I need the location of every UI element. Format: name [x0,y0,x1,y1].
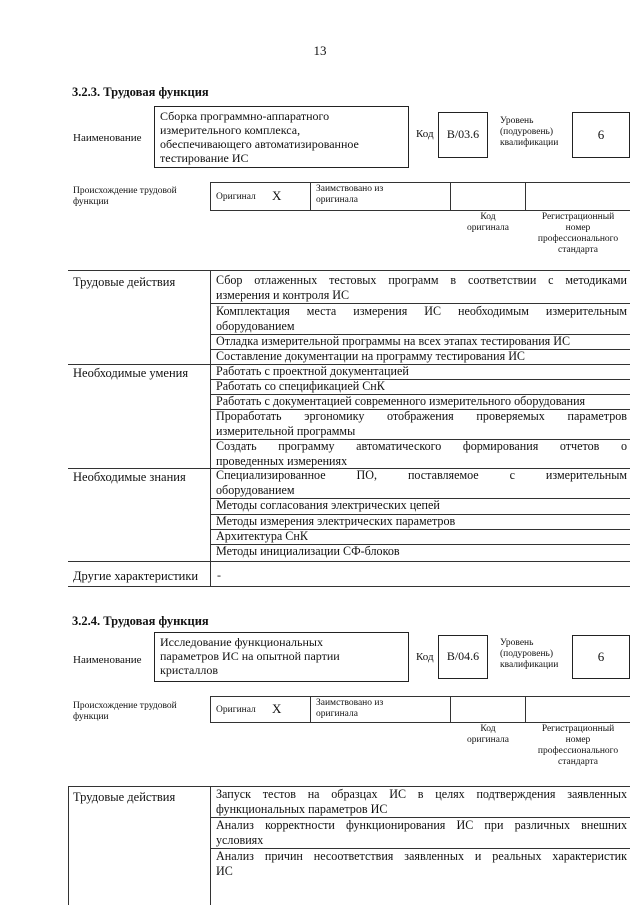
level-value-box: 6 [572,112,630,158]
action-item: Комплектация места измерения ИС необходимым измерительным оборудованием [216,304,627,333]
kod-value-box: В/04.6 [438,635,488,679]
level-value-box: 6 [572,635,630,679]
original-mark: X [272,188,282,203]
other-value: - [217,568,221,582]
code-original-label: Код оригинала [467,724,509,745]
borrowed-label: Заимствовано из оригинала [316,184,384,205]
original-label: Оригинал [216,192,256,202]
action-item: Анализ корректности функционирования ИС при различных внешних условиях [216,818,627,847]
knowledge-item: Архитектура СнК [216,529,308,543]
knowledge-label: Необходимые знания [73,470,186,484]
skills-label: Необходимые умения [73,366,189,380]
registration-number-label: Регистрационный номер профессионального стандарта [537,212,619,255]
knowledge-item: Методы измерения электрических параметров [216,514,456,528]
original-label: Оригинал [216,705,256,715]
skill-item: Работать с документацией современного измерительного оборудования [216,394,586,408]
name-label: Наименование [73,654,142,666]
knowledge-item: Специализированное ПО, поставляемое с измерительным оборудованием [216,468,627,497]
knowledge-item: Методы согласования электрических цепей [216,498,440,512]
skill-item: Работать с проектной документацией [216,364,409,378]
code-original-label: Код оригинала [467,212,509,233]
kod-label: Код [416,128,434,140]
function-name-box: Сборка программно-аппаратного измерительного комплекса, обеспечивающего автоматизированное тестирование ИС [154,106,409,168]
action-item: Сбор отлаженных тестовых программ в соответствии с методиками измерения и контроля ИС [216,273,627,302]
level-label: Уровень (подуровень) квалификации [500,116,559,148]
actions-label: Трудовые действия [73,275,176,289]
borrowed-label: Заимствовано из оригинала [316,698,384,719]
origin-label: Происхождение трудовой функции [73,701,177,722]
section-title: 3.2.4. Трудовая функция [72,614,209,628]
action-item: Составление документации на программу тестирования ИС [216,349,525,363]
kod-value-box: В/03.6 [438,112,488,158]
name-label: Наименование [73,132,142,144]
kod-label: Код [416,651,434,663]
other-label: Другие характеристики [73,569,199,583]
skill-item: Проработать эргономику отображения проверяемых параметров измерительной программы [216,409,627,438]
skill-item: Создать программу автоматического формирования отчетов о проведенных измерениях [216,439,627,468]
knowledge-item: Методы инициализации СФ-блоков [216,544,400,558]
action-item: Отладка измерительной программы на всех этапах тестирования ИС [216,334,571,348]
skill-item: Работать со спецификацией СнК [216,379,385,393]
page-number: 13 [313,43,327,58]
section-title: 3.2.3. Трудовая функция [72,85,209,99]
action-item: Запуск тестов на образцах ИС в целях подтверждения заявленных функциональных параметров ИС [216,787,627,816]
registration-number-label: Регистрационный номер профессионального стандарта [537,724,619,767]
origin-label: Происхождение трудовой функции [73,186,177,207]
actions-label: Трудовые действия [73,790,176,804]
function-name-box: Исследование функциональных параметров ИС на опытной партии кристаллов [154,632,409,682]
original-mark: X [272,701,282,716]
action-item: Анализ причин несоответствия заявленных и реальных характеристик ИС [216,849,627,878]
level-label: Уровень (подуровень) квалификации [500,638,559,670]
